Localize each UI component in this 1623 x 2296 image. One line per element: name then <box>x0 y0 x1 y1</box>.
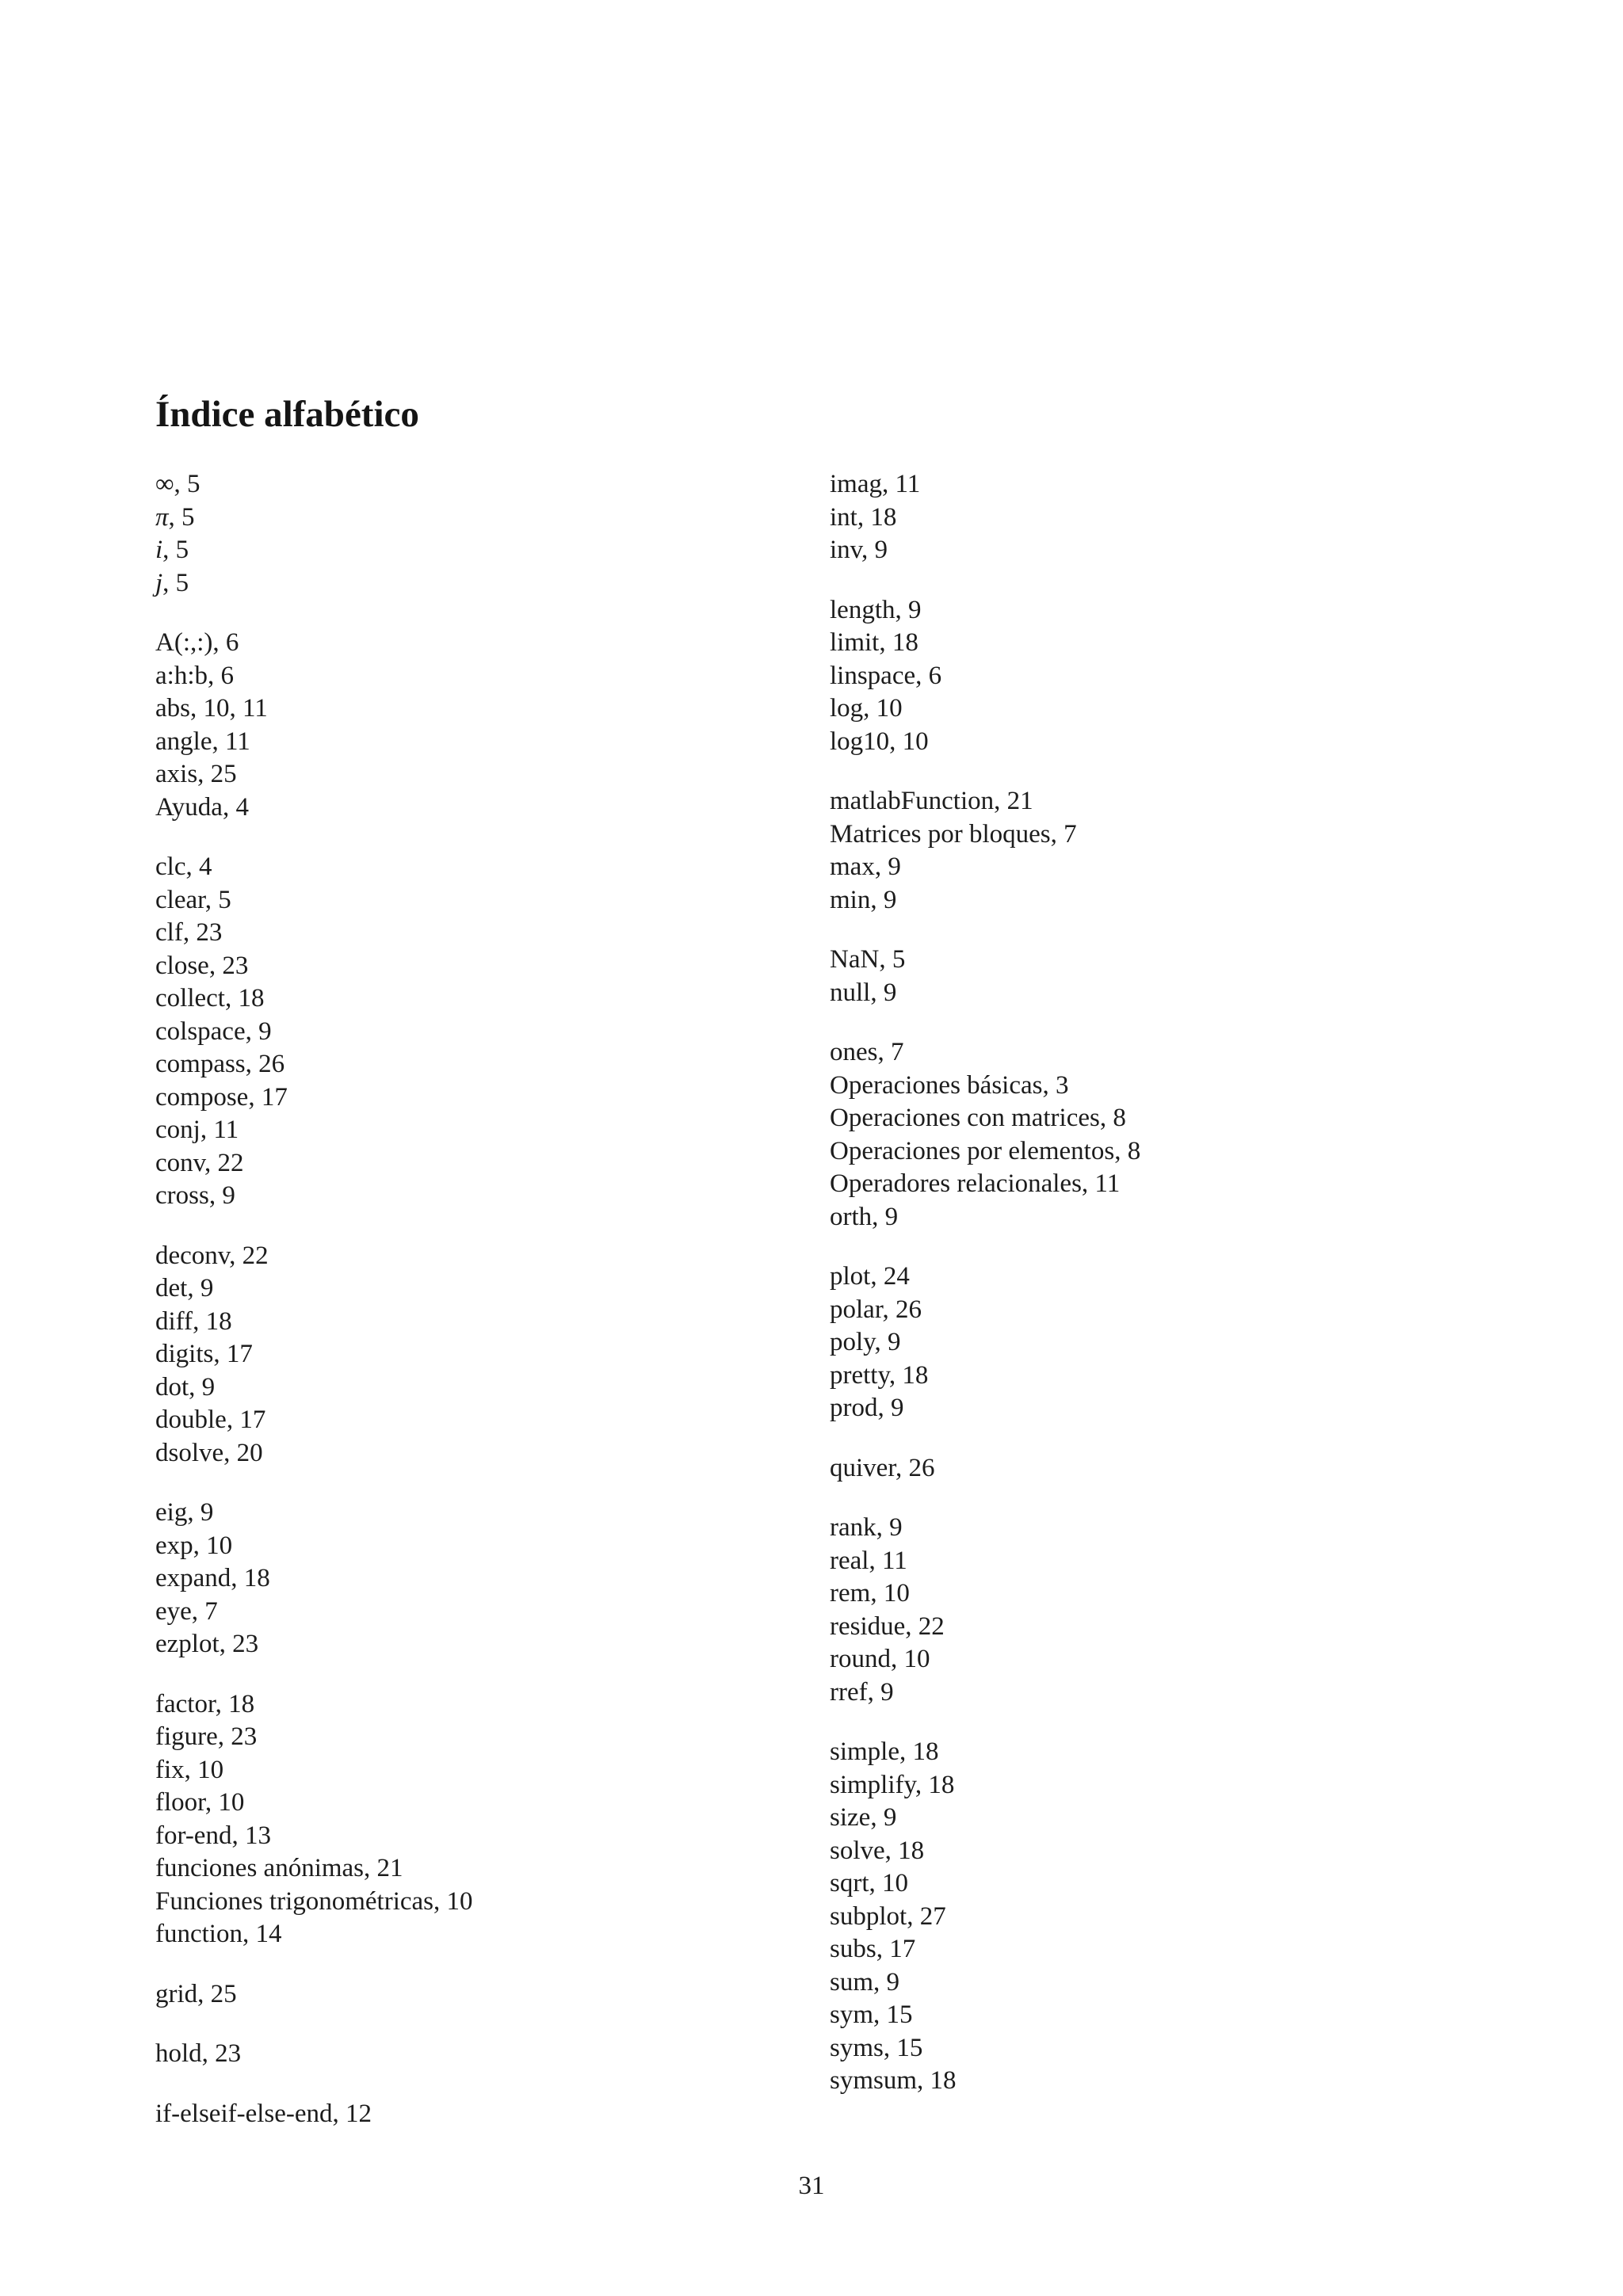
index-pages: 17 <box>261 1082 288 1112</box>
index-pages: 17 <box>239 1405 266 1434</box>
index-term: angle <box>155 727 212 756</box>
index-term: subs <box>830 1935 876 1963</box>
index-term: NaN <box>830 945 880 974</box>
index-pages: 10 <box>883 1579 910 1608</box>
index-term: prod <box>830 1394 878 1422</box>
index-pages: 18 <box>892 628 918 657</box>
index-entry: log10, 10 <box>830 727 929 756</box>
index-pages: 23 <box>231 1722 258 1751</box>
index-entry: int, 18 <box>830 502 897 532</box>
index-term: syms <box>830 2033 884 2062</box>
index-pages: 18 <box>902 1360 929 1390</box>
index-entry: null, 9 <box>830 978 897 1007</box>
index-entry: real, 11 <box>830 1546 907 1575</box>
index-group <box>155 627 805 824</box>
index-entry: deconv, 22 <box>155 1241 269 1270</box>
index-entry: dsolve, 20 <box>155 1438 263 1467</box>
index-term: min <box>830 885 871 914</box>
index-entry: Ayuda, 4 <box>155 792 249 822</box>
index-pages: 7 <box>1064 819 1077 849</box>
index-pages: 11 <box>224 727 250 756</box>
index-term: colspace <box>155 1016 246 1046</box>
index-pages: 21 <box>376 1854 403 1882</box>
index-pages: 9 <box>886 1967 900 1997</box>
index-entry: conv, 22 <box>155 1148 244 1177</box>
index-pages: 5 <box>175 568 189 597</box>
index-entry: funciones anónimas, 21 <box>155 1854 403 1882</box>
index-pages: 4 <box>198 852 212 881</box>
index-group <box>830 1512 1511 1709</box>
index-entry: Operaciones básicas, 3 <box>830 1070 1069 1100</box>
index-pages: 7 <box>204 1596 218 1626</box>
index-group <box>155 851 805 1213</box>
index-group <box>155 1978 805 2012</box>
index-term: log <box>830 694 864 723</box>
index-term: size <box>830 1803 871 1832</box>
index-entry: subplot, 27 <box>830 1901 946 1931</box>
index-entry: a:h:b, 6 <box>155 661 234 690</box>
index-term: figure <box>155 1722 218 1751</box>
index-term: compose <box>155 1082 249 1112</box>
page-title: Índice alfabético <box>155 394 419 435</box>
index-entry: poly, 9 <box>830 1328 901 1356</box>
index-pages: 10 <box>197 1755 224 1784</box>
index-pages: 11 <box>1094 1169 1121 1198</box>
index-term: clear <box>155 885 205 914</box>
index-pages: 9 <box>222 1181 235 1210</box>
index-term: floor <box>155 1788 205 1817</box>
index-term: rem <box>830 1579 871 1608</box>
index-term: imag <box>830 470 882 498</box>
index-term: ezplot <box>155 1630 220 1658</box>
index-pages: 10 <box>882 1869 908 1897</box>
index-term: rref <box>830 1677 868 1707</box>
index-entry: polar, 26 <box>830 1295 922 1324</box>
index-term: linspace <box>830 661 916 690</box>
index-group <box>155 1688 805 1951</box>
index-term: clf <box>155 918 183 947</box>
index-term: rank <box>830 1513 876 1542</box>
index-term: null <box>830 978 871 1007</box>
index-entry: length, 9 <box>830 595 922 624</box>
index-pages: 15 <box>886 2000 913 2029</box>
index-pages: 9 <box>891 1394 904 1422</box>
index-term: for-end <box>155 1821 232 1850</box>
index-entry: fix, 10 <box>155 1755 224 1784</box>
index-term: residue <box>830 1611 906 1641</box>
index-term: pretty <box>830 1360 889 1390</box>
index-pages: 21 <box>1006 787 1033 815</box>
index-entry: π, 5 <box>155 502 195 532</box>
index-term: Operaciones básicas <box>830 1070 1043 1100</box>
index-term: clc <box>155 852 186 881</box>
index-term: hold <box>155 2039 202 2068</box>
index-pages: 18 <box>243 1564 270 1592</box>
index-term: symsum <box>830 2066 918 2095</box>
index-term: close <box>155 951 209 980</box>
index-term: a:h:b <box>155 661 208 690</box>
index-group <box>830 785 1511 917</box>
index-entry: abs, 10, 11 <box>155 694 268 723</box>
index-entry: pretty, 18 <box>830 1360 929 1390</box>
index-term: collect <box>155 984 225 1013</box>
index-pages: 9 <box>200 1498 214 1527</box>
index-pages: 10 <box>876 694 903 723</box>
index-pages: 10 <box>902 727 929 756</box>
index-term: dsolve <box>155 1438 224 1467</box>
index-pages: 22 <box>242 1241 269 1270</box>
index-entry: compose, 17 <box>155 1082 288 1112</box>
index-entry: digits, 17 <box>155 1340 253 1368</box>
index-pages: 9 <box>258 1016 272 1046</box>
index-pages: 9 <box>201 1372 216 1402</box>
index-pages: 10 <box>903 1645 930 1673</box>
index-term: diff <box>155 1306 193 1336</box>
index-pages: 9 <box>884 1202 899 1231</box>
index-pages: 9 <box>883 885 897 914</box>
index-pages: 17 <box>226 1340 253 1368</box>
index-entry: rref, 9 <box>830 1677 894 1707</box>
index-term: exp <box>155 1531 193 1560</box>
page-number: 31 <box>798 2172 825 2200</box>
index-pages: 5 <box>892 945 906 974</box>
index-entry: log, 10 <box>830 694 903 723</box>
index-group <box>830 1736 1511 2098</box>
index-pages: 18 <box>930 2066 957 2095</box>
index-term: int <box>830 502 857 532</box>
index-pages: 5 <box>218 885 231 914</box>
index-entry: factor, 18 <box>155 1689 255 1718</box>
index-entry: ones, 7 <box>830 1038 904 1066</box>
index-term: sum <box>830 1967 874 1997</box>
index-entry: sqrt, 10 <box>830 1869 908 1897</box>
index-pages: 18 <box>898 1836 925 1865</box>
index-term: simplify <box>830 1770 915 1799</box>
index-pages: 23 <box>196 918 223 947</box>
index-pages: 25 <box>210 760 237 788</box>
index-term: abs <box>155 694 190 723</box>
index-entry: floor, 10 <box>155 1788 245 1817</box>
index-pages: 11 <box>895 470 921 498</box>
index-term: compass <box>155 1050 246 1078</box>
index-entry: close, 23 <box>155 951 249 980</box>
index-term: function <box>155 1920 242 1948</box>
index-entry: eye, 7 <box>155 1596 218 1626</box>
index-pages: 26 <box>908 1453 935 1482</box>
index-pages: 9 <box>874 536 888 564</box>
index-entry: imag, 11 <box>830 470 921 498</box>
index-entry: Matrices por bloques, 7 <box>830 819 1077 849</box>
index-pages: 20 <box>236 1438 263 1467</box>
index-entry: hold, 23 <box>155 2039 242 2068</box>
index-column-left <box>155 468 805 2157</box>
index-term: round <box>830 1645 891 1673</box>
index-entry: NaN, 5 <box>830 945 906 974</box>
index-term: eye <box>155 1596 192 1626</box>
index-entry: plot, 24 <box>830 1262 910 1291</box>
index-term: Funciones trigonométricas <box>155 1886 434 1916</box>
index-group <box>830 944 1511 1009</box>
index-pages: 9 <box>883 978 897 1007</box>
index-entry: exp, 10 <box>155 1531 233 1560</box>
index-pages: 9 <box>889 1513 903 1542</box>
index-term: max <box>830 852 875 881</box>
index-entry: axis, 25 <box>155 760 237 788</box>
index-pages: 18 <box>228 1689 255 1718</box>
index-pages: 25 <box>210 1979 237 2008</box>
index-pages: 9 <box>888 852 901 881</box>
index-entry: for-end, 13 <box>155 1821 271 1850</box>
index-term: Operadores relacionales <box>830 1169 1082 1198</box>
index-pages: 10 <box>218 1788 245 1817</box>
index-entry: solve, 18 <box>830 1836 925 1865</box>
index-term: factor <box>155 1689 216 1718</box>
index-term: Matrices por bloques <box>830 819 1051 849</box>
index-pages: 9 <box>888 1328 901 1356</box>
index-pages: 23 <box>232 1630 259 1658</box>
index-pages: 8 <box>1113 1104 1126 1132</box>
index-term: solve <box>830 1836 885 1865</box>
index-term: fix <box>155 1755 185 1784</box>
index-term: digits <box>155 1340 214 1368</box>
index-entry: eig, 9 <box>155 1498 214 1527</box>
index-term: orth <box>830 1202 873 1231</box>
index-entry: compass, 26 <box>155 1050 285 1078</box>
index-entry: figure, 23 <box>155 1722 258 1751</box>
index-pages: 12 <box>346 2099 372 2128</box>
index-group <box>830 594 1511 759</box>
index-term: poly <box>830 1328 875 1356</box>
index-pages: 9 <box>907 595 922 624</box>
index-term: sqrt <box>830 1869 869 1897</box>
index-pages: 6 <box>928 661 942 690</box>
index-entry: sym, 15 <box>830 2000 913 2029</box>
index-entry: angle, 11 <box>155 727 250 756</box>
index-entry: dot, 9 <box>155 1372 216 1402</box>
index-pages: 7 <box>891 1038 904 1066</box>
index-entry: ezplot, 23 <box>155 1630 259 1658</box>
index-entry: linspace, 6 <box>830 661 942 690</box>
index-pages: 13 <box>244 1821 271 1850</box>
index-entry: expand, 18 <box>155 1564 270 1592</box>
index-pages: 10 <box>446 1886 473 1916</box>
index-term: Operaciones por elementos <box>830 1136 1115 1165</box>
index-term: subplot <box>830 1901 907 1931</box>
index-term: ∞ <box>155 470 174 498</box>
index-term: cross <box>155 1181 209 1210</box>
index-term: polar <box>830 1295 883 1324</box>
index-pages: 18 <box>238 984 265 1013</box>
index-pages: 10, 11 <box>203 694 268 723</box>
index-entry: clc, 4 <box>155 852 212 881</box>
index-entry: limit, 18 <box>830 628 918 657</box>
index-entry: residue, 22 <box>830 1611 945 1641</box>
index-term: det <box>155 1274 188 1302</box>
index-column-right <box>830 468 1511 2125</box>
index-entry: rank, 9 <box>830 1513 903 1542</box>
index-term: π <box>155 502 169 532</box>
index-entry: size, 9 <box>830 1803 897 1832</box>
index-group <box>830 1036 1511 1234</box>
index-term: length <box>830 595 896 624</box>
index-entry: simplify, 18 <box>830 1770 955 1799</box>
index-group <box>155 1497 805 1661</box>
index-term: conj <box>155 1116 200 1144</box>
index-entry: det, 9 <box>155 1274 214 1302</box>
index-term: Ayuda <box>155 792 223 822</box>
index-entry: Operaciones por elementos, 8 <box>830 1136 1141 1165</box>
index-pages: 6 <box>220 661 234 690</box>
index-entry: collect, 18 <box>155 984 265 1013</box>
index-entry: Funciones trigonométricas, 10 <box>155 1886 473 1916</box>
index-term: plot <box>830 1262 871 1291</box>
index-pages: 9 <box>200 1274 214 1302</box>
index-group <box>155 2038 805 2071</box>
index-entry: quiver, 26 <box>830 1453 935 1482</box>
index-entry: matlabFunction, 21 <box>830 787 1033 815</box>
index-entry: function, 14 <box>155 1920 282 1948</box>
index-term: if-elseif-else-end <box>155 2099 333 2128</box>
index-entry: Operaciones con matrices, 8 <box>830 1104 1126 1132</box>
index-entry: j, 5 <box>155 568 189 597</box>
index-entry: ∞, 5 <box>155 470 200 498</box>
index-term: funciones anónimas <box>155 1854 365 1882</box>
index-pages: 11 <box>881 1546 907 1575</box>
index-entry: diff, 18 <box>155 1306 232 1336</box>
index-pages: 27 <box>919 1901 946 1931</box>
index-term: limit <box>830 628 880 657</box>
index-entry: Operadores relacionales, 11 <box>830 1169 1121 1198</box>
index-pages: 26 <box>895 1295 922 1324</box>
index-pages: 26 <box>258 1050 285 1078</box>
index-term: A(:,:) <box>155 628 213 657</box>
index-term: conv <box>155 1148 205 1177</box>
index-term: Operaciones con matrices <box>830 1104 1100 1132</box>
index-pages: 18 <box>928 1770 955 1799</box>
index-term: eig <box>155 1498 188 1527</box>
index-term: dot <box>155 1372 189 1402</box>
index-entry: clf, 23 <box>155 918 223 947</box>
index-entry: orth, 9 <box>830 1202 899 1231</box>
index-entry: min, 9 <box>830 885 897 914</box>
index-pages: 9 <box>883 1803 897 1832</box>
index-entry: syms, 15 <box>830 2033 923 2062</box>
index-term: ones <box>830 1038 878 1066</box>
index-term: deconv <box>155 1241 230 1270</box>
index-term: log10 <box>830 727 890 756</box>
index-term: grid <box>155 1979 198 2008</box>
index-pages: 14 <box>255 1920 282 1948</box>
index-entry: double, 17 <box>155 1405 266 1434</box>
index-entry: max, 9 <box>830 852 901 881</box>
index-pages: 6 <box>225 628 239 657</box>
index-term: j <box>155 568 163 597</box>
index-pages: 23 <box>222 951 249 980</box>
index-entry: round, 10 <box>830 1645 930 1673</box>
index-pages: 8 <box>1127 1136 1141 1165</box>
index-group <box>155 468 805 600</box>
index-pages: 5 <box>175 536 189 564</box>
index-entry: colspace, 9 <box>155 1016 272 1046</box>
index-pages: 4 <box>235 792 249 822</box>
index-pages: 11 <box>213 1116 239 1144</box>
index-pages: 18 <box>870 502 897 532</box>
index-entry: sum, 9 <box>830 1967 900 1997</box>
index-term: double <box>155 1405 227 1434</box>
index-pages: 24 <box>883 1262 910 1291</box>
index-pages: 22 <box>217 1148 244 1177</box>
index-pages: 18 <box>205 1306 232 1336</box>
index-pages: 18 <box>912 1737 939 1766</box>
index-entry: prod, 9 <box>830 1394 904 1422</box>
index-entry: A(:,:), 6 <box>155 628 239 657</box>
index-term: sym <box>830 2000 874 2029</box>
index-pages: 10 <box>206 1531 233 1560</box>
index-group <box>155 1240 805 1470</box>
index-term: axis <box>155 760 198 788</box>
index-entry: clear, 5 <box>155 885 231 914</box>
index-pages: 22 <box>918 1611 945 1641</box>
index-group <box>830 1452 1511 1486</box>
index-term: matlabFunction <box>830 787 995 815</box>
index-pages: 3 <box>1055 1070 1069 1100</box>
index-entry: simple, 18 <box>830 1737 939 1766</box>
index-pages: 5 <box>187 470 200 498</box>
index-entry: if-elseif-else-end, 12 <box>155 2099 372 2128</box>
index-entry: symsum, 18 <box>830 2066 957 2095</box>
index-term: real <box>830 1546 869 1575</box>
index-term: simple <box>830 1737 899 1766</box>
index-entry: grid, 25 <box>155 1979 237 2008</box>
index-entry: conj, 11 <box>155 1116 239 1144</box>
index-entry: i, 5 <box>155 536 189 564</box>
index-entry: inv, 9 <box>830 536 888 564</box>
index-entry: rem, 10 <box>830 1579 910 1608</box>
index-group <box>830 1261 1511 1425</box>
index-term: quiver <box>830 1453 896 1482</box>
index-group <box>155 2098 805 2131</box>
index-entry: subs, 17 <box>830 1935 916 1963</box>
index-pages: 15 <box>896 2033 923 2062</box>
index-pages: 17 <box>889 1935 916 1963</box>
index-term: i <box>155 536 163 564</box>
index-pages: 5 <box>181 502 195 532</box>
index-term: inv <box>830 536 862 564</box>
index-pages: 23 <box>215 2039 242 2068</box>
index-entry: cross, 9 <box>155 1181 235 1210</box>
index-group <box>830 468 1511 567</box>
index-term: expand <box>155 1564 231 1592</box>
index-pages: 9 <box>880 1677 894 1707</box>
